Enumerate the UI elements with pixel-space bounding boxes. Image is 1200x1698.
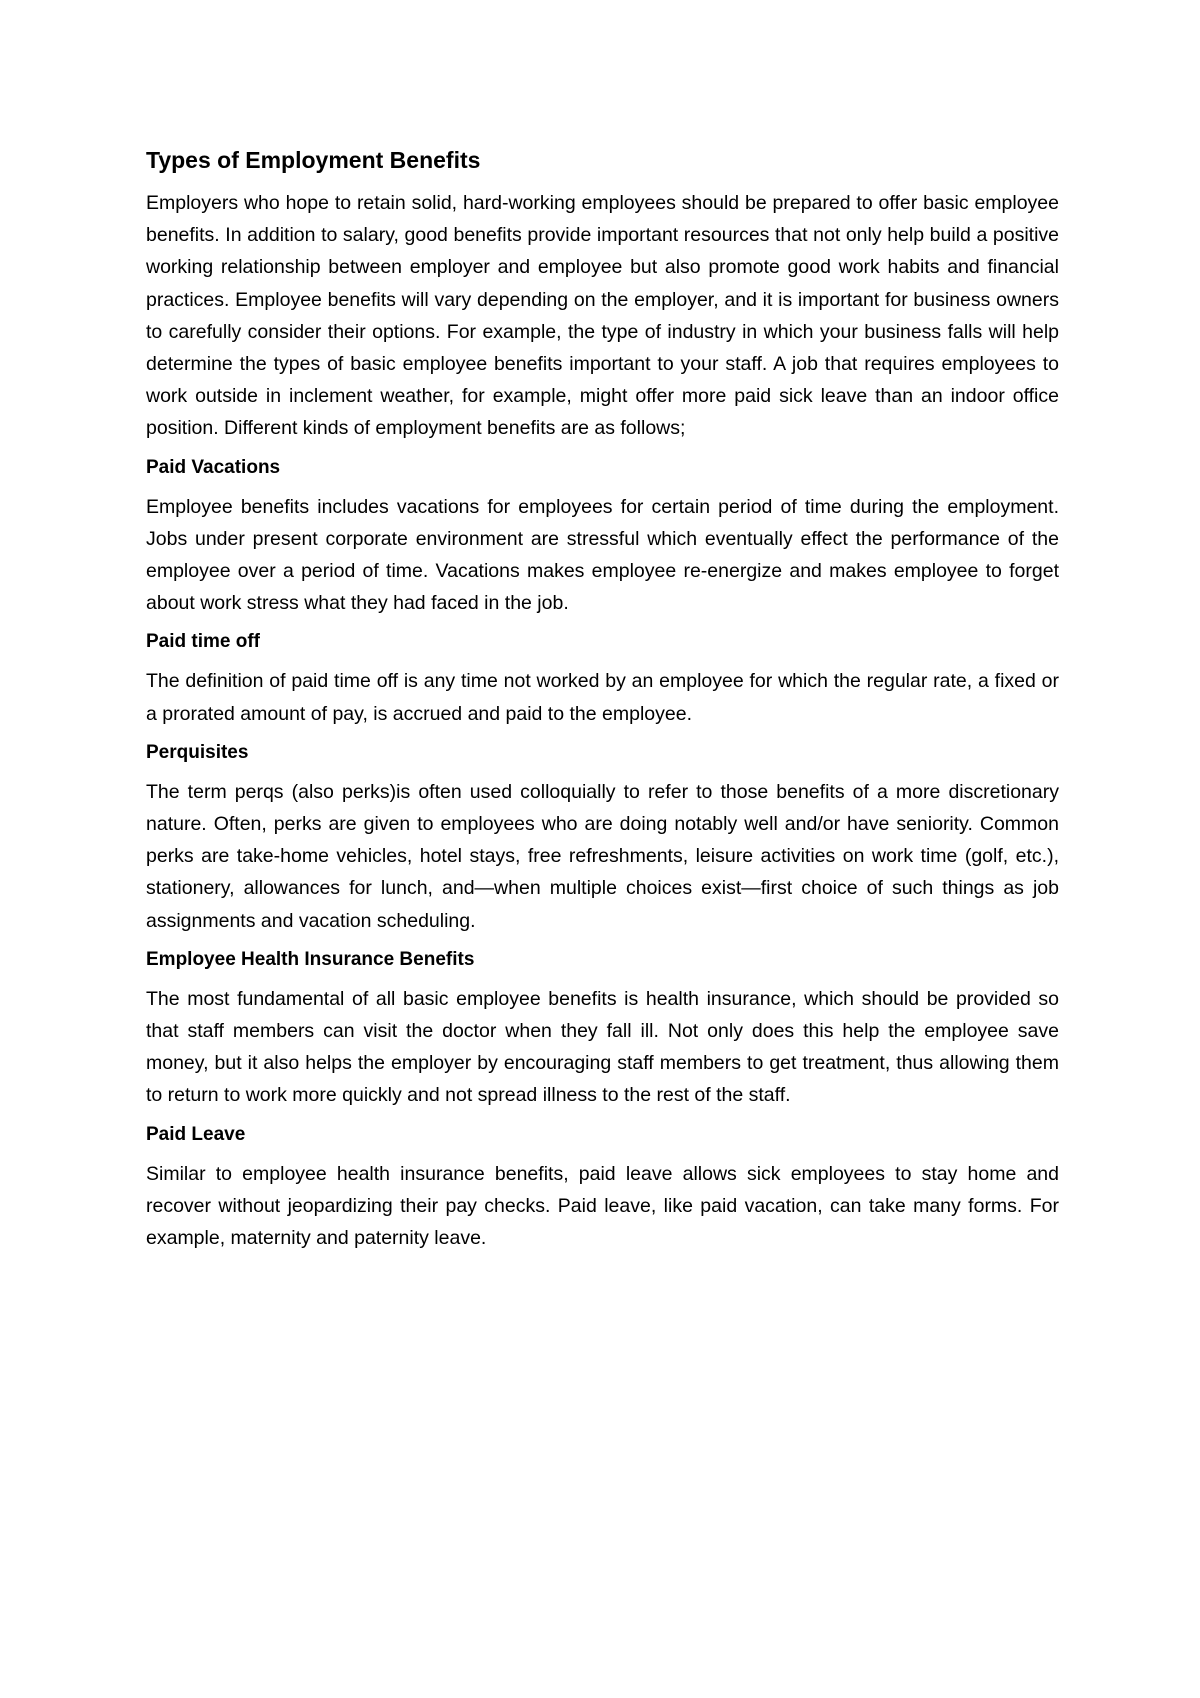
paragraph-paid-leave: Similar to employee health insurance benefits, paid leave allows sick employees to stay home and recover without jeopardizing their pay checks. Paid leave, like paid vacation, can take many forms. For example, maternity and paternity leave. [146,1162,1059,1250]
paragraph-paid-time-off: The definition of paid time off is any time not worked by an employee for which the regular rate, a fixed or a prorated amount of pay, is accrued and paid to the employee. [146,670,1059,725]
document-title: Types of Employment Benefits [146,147,481,173]
document-content [146,143,1059,1254]
heading-paid-time-off: Paid time off [146,631,261,653]
heading-health-insurance: Employee Health Insurance Benefits [146,948,475,970]
paragraph-health-insurance: The most fundamental of all basic employee benefits is health insurance, which should be provided so that staff members can visit the doctor when they fall ill. Not only does this help the employee save money, but it also helps the employer by encouraging staff members to get treatment, thus allowing them to return to work more quickly and not spread illness to the rest of the staff. [146,987,1059,1107]
paragraph-paid-vacations: Employee benefits includes vacations for employees for certain period of time during the employment. Jobs under present corporate environment are stressful which eventually effect the performance of the employee over a period of time. Vacations makes employee re-energize and makes employee to forget about work stress what they had faced in the job. [146,495,1059,615]
intro-paragraph: Employers who hope to retain solid, hard-working employees should be prepared to offer basic employee benefits. In addition to salary, good benefits provide important resources that not only help build a positive working relationship between employer and employee but also promote good work habits and financial practices. Employee benefits will vary depending on the employer, and it is important for business owners to carefully consider their options. For example, the type of industry in which your business falls will help determine the types of basic employee benefits important to your staff. A job that requires employees to work outside in inclement weather, for example, might offer more paid sick leave than an indoor office position. Different kinds of employment benefits are as follows; [146,192,1059,440]
heading-paid-vacations: Paid Vacations [146,456,281,478]
paragraph-perquisites: The term perqs (also perks)is often used colloquially to refer to those benefits of a more discretionary nature. Often, perks are given to employees who are doing notably well and/or have seniority. Common perks are take-home vehicles, hotel stays, free refreshments, leisure activities on work time (golf, etc.), stationery, allowances for lunch, and—when multiple choices exist—first choice of such things as job assignments and vacation scheduling. [146,780,1059,932]
heading-paid-leave: Paid Leave [146,1123,246,1145]
heading-perquisites: Perquisites [146,741,249,763]
